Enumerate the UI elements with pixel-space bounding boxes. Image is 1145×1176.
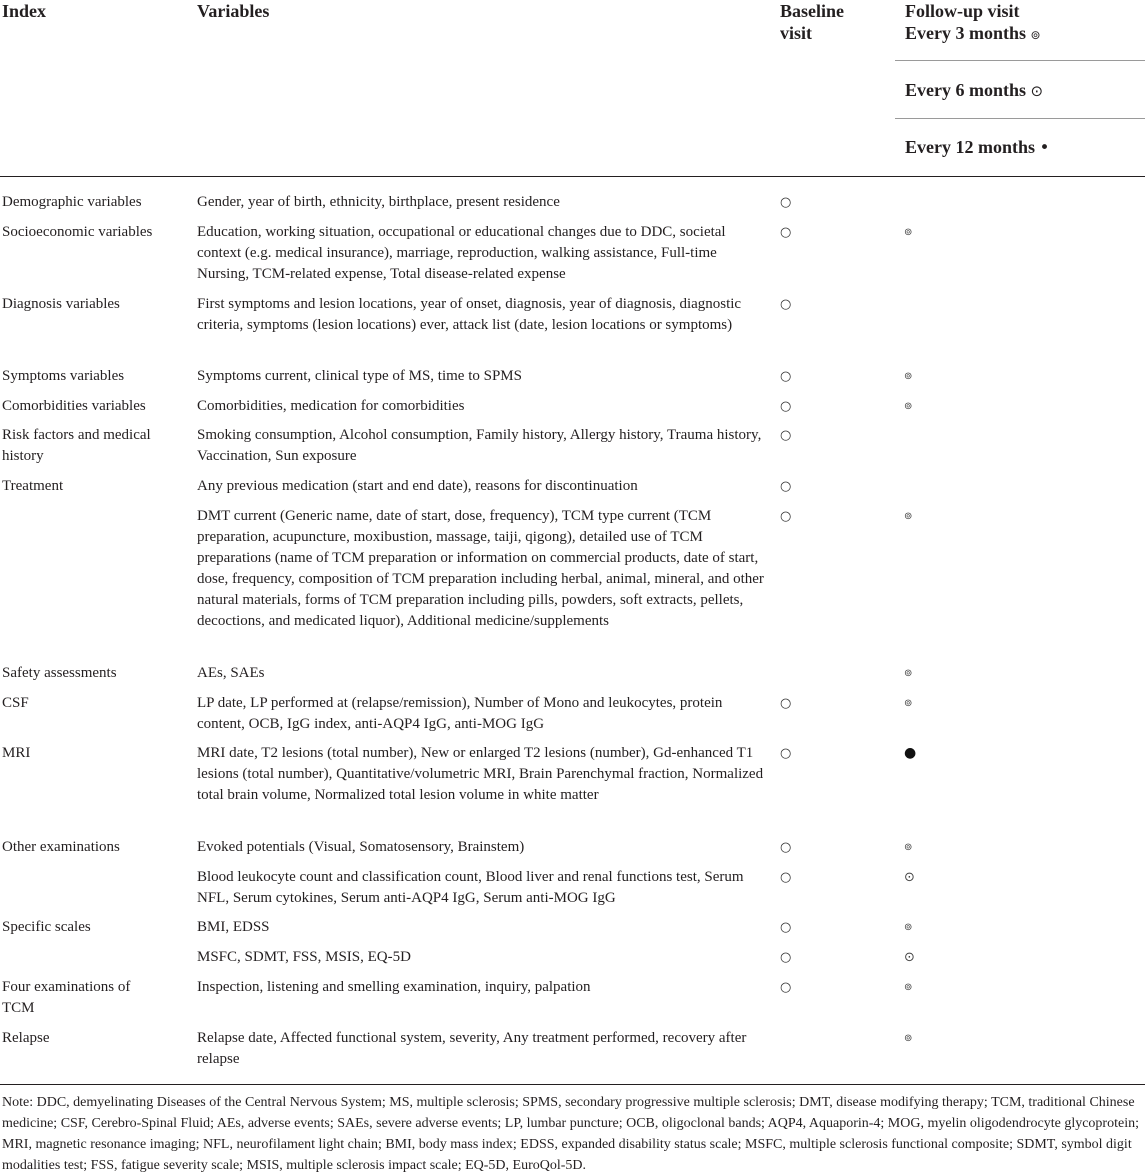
row-index: Diagnosis variables	[2, 296, 120, 312]
header-bottom-rule	[0, 176, 1145, 177]
table-row	[0, 222, 1145, 294]
table-row	[0, 425, 1145, 476]
baseline-circle-icon: ○	[780, 840, 792, 855]
every-3-months-icon: ⊚	[904, 511, 913, 522]
every-3-months-symbol-icon: ⊚	[1030, 28, 1041, 42]
table-row	[0, 1028, 1145, 1078]
row-index: Relapse	[2, 1030, 50, 1046]
row-variables: Comorbidities, medication for comorbidities	[197, 398, 465, 414]
table-header	[0, 0, 1145, 177]
table-row	[0, 476, 1145, 506]
row-index: Symptoms variables	[2, 368, 125, 384]
row-variables: MSFC, SDMT, FSS, MSIS, EQ-5D	[197, 949, 411, 965]
row-variables: Blood leukocyte count and classification count, Blood liver and renal functions test, Serum NFL, Serum cytokines, Serum anti-AQP4 IgG, Serum anti-MOG IgG	[197, 869, 744, 906]
baseline-circle-icon: ○	[780, 195, 792, 210]
header-index: Index	[2, 1, 47, 21]
row-index: Other examinations	[2, 839, 120, 855]
table-bottom-rule	[0, 1084, 1145, 1085]
row-index: CSF	[2, 695, 29, 711]
header-every-3-months	[905, 22, 1041, 46]
baseline-circle-icon: ○	[780, 428, 792, 443]
baseline-circle-icon: ○	[780, 870, 792, 885]
table-body	[0, 192, 1145, 1078]
every-3-months-icon: ⊚	[904, 371, 913, 382]
baseline-circle-icon: ○	[780, 980, 792, 995]
row-index: Four examinations of TCM	[2, 979, 131, 1016]
row-variables: BMI, EDSS	[197, 919, 270, 935]
baseline-circle-icon: ○	[780, 479, 792, 494]
baseline-circle-icon: ○	[780, 950, 792, 965]
table-row	[0, 977, 1145, 1028]
baseline-circle-icon: ○	[780, 297, 792, 312]
table-row	[0, 192, 1145, 222]
every-6-months-icon: ⊙	[904, 870, 915, 885]
every-12-months-icon: ●	[904, 745, 917, 761]
header-divider-1	[895, 60, 1145, 61]
table-row	[0, 693, 1145, 743]
row-variables: Evoked potentials (Visual, Somatosensory, Brainstem)	[197, 839, 525, 855]
row-index: Risk factors and medical history	[2, 427, 151, 464]
header-every-12-months	[905, 136, 1050, 159]
table-row	[0, 294, 1145, 366]
baseline-circle-icon: ○	[780, 225, 792, 240]
baseline-circle-icon: ○	[780, 369, 792, 384]
row-variables: Symptoms current, clinical type of MS, time to SPMS	[197, 368, 522, 384]
table-footnote: Note: DDC, demyelinating Diseases of the Central Nervous System; MS, multiple sclerosis; SPMS, secondary progressive multiple sclerosis; DMT, disease modifying therapy; TCM, traditional Chinese medicine; CSF, Cerebro-Spinal Fluid; AEs, adverse events; SAEs, severe adverse events; LP, lumbar puncture; OCB, oligoclonal bands; AQP4, Aquaporin-4; MOG, myelin oligodendrocyte glycoprotein; MRI, magnetic resonance imaging; NFL, neurofilament light chain; BMI, body mass index; EDSS, expanded disability status scale; MSFC, multiple sclerosis functional composite; SDMT, symbol digit modalities test; FSS, fatigue severity scale; MSIS, multiple sclerosis impact scale; EQ-5D, EuroQol-5D.	[2, 1095, 1139, 1173]
header-every-6-label: Every 6 months	[905, 80, 1026, 100]
row-variables: Inspection, listening and smelling examination, inquiry, palpation	[197, 979, 591, 995]
row-variables: Relapse date, Affected functional system, severity, Any treatment performed, recovery after relapse	[197, 1030, 747, 1067]
table-row	[0, 506, 1145, 663]
baseline-circle-icon: ○	[780, 920, 792, 935]
every-12-months-symbol-icon: •	[1039, 138, 1050, 158]
header-divider-2	[895, 118, 1145, 119]
row-variables: DMT current (Generic name, date of start, dose, frequency), TCM type current (TCM preparation, acupuncture, moxibustion, massage, taiji, qigong), detailed use of TCM preparations (name of TCM preparation or information on commercial products, date of start, dose, frequency, composition of TCM preparation including herbal, animal, mineral, and other natural materials, forms of TCM preparation including pills, powders, soft extracts, pellets, decoctions, and medicated liquor), Additional medicine/supplements	[197, 508, 764, 629]
row-variables: Gender, year of birth, ethnicity, birthplace, present residence	[197, 194, 560, 210]
row-index: Socioeconomic variables	[2, 224, 153, 240]
every-6-months-symbol-icon: ⊙	[1030, 82, 1044, 100]
table-row	[0, 743, 1145, 837]
row-variables: Smoking consumption, Alcohol consumption, Family history, Allergy history, Trauma history, Vaccination, Sun exposure	[197, 427, 762, 464]
table-row	[0, 366, 1145, 396]
header-every-6-months	[905, 79, 1043, 102]
header-every-3-label: Every 3 months	[905, 23, 1026, 43]
row-variables: MRI date, T2 lesions (total number), New or enlarged T2 lesions (number), Gd-enhanced T1 lesions (total number), Quantitative/volumetric MRI, Brain Parenchymal fraction, Normalized total brain volume, Normalized total lesion volume in white matter	[197, 745, 764, 803]
row-index: Safety assessments	[2, 665, 117, 681]
table-row	[0, 396, 1145, 425]
baseline-circle-icon: ○	[780, 509, 792, 524]
row-index: Demographic variables	[2, 194, 142, 210]
baseline-circle-icon: ○	[780, 399, 792, 414]
every-3-months-icon: ⊚	[904, 668, 913, 679]
row-variables: LP date, LP performed at (relapse/remission), Number of Mono and leukocytes, protein content, OCB, IgG index, anti-AQP4 IgG, anti-MOG IgG	[197, 695, 723, 732]
header-every-12-label: Every 12 months	[905, 137, 1035, 157]
header-variables: Variables	[197, 1, 270, 21]
every-3-months-icon: ⊚	[904, 227, 913, 238]
row-index: Comorbidities variables	[2, 398, 146, 414]
every-3-months-icon: ⊚	[904, 1033, 913, 1044]
every-3-months-icon: ⊚	[904, 922, 913, 933]
row-variables: Any previous medication (start and end date), reasons for discontinuation	[197, 478, 638, 494]
every-6-months-icon: ⊙	[904, 950, 915, 965]
table-row	[0, 917, 1145, 947]
header-followup-title: Follow-up visit	[905, 1, 1020, 21]
row-variables: First symptoms and lesion locations, year of onset, diagnosis, year of diagnosis, diagnostic criteria, symptoms (lesion locations) ever, attack list (date, lesion locations or symptoms)	[197, 296, 742, 333]
header-baseline-line2: visit	[780, 23, 813, 43]
baseline-circle-icon: ○	[780, 746, 792, 761]
every-3-months-icon: ⊚	[904, 401, 913, 412]
table-row	[0, 837, 1145, 867]
row-index: Specific scales	[2, 919, 91, 935]
table-row	[0, 663, 1145, 693]
table-row	[0, 867, 1145, 917]
every-3-months-icon: ⊚	[904, 698, 913, 709]
every-3-months-icon: ⊚	[904, 842, 913, 853]
baseline-circle-icon: ○	[780, 696, 792, 711]
row-index: MRI	[2, 745, 31, 761]
table-row	[0, 947, 1145, 977]
every-3-months-icon: ⊚	[904, 982, 913, 993]
row-variables: AEs, SAEs	[197, 665, 265, 681]
row-variables: Education, working situation, occupational or educational changes due to DDC, societal context (e.g. medical insurance), marriage, reproduction, walking assistance, Full-time Nursing, TCM-related expense, Total disease-related expense	[197, 224, 726, 282]
header-baseline-line1: Baseline	[780, 1, 845, 21]
row-index: Treatment	[2, 478, 64, 494]
